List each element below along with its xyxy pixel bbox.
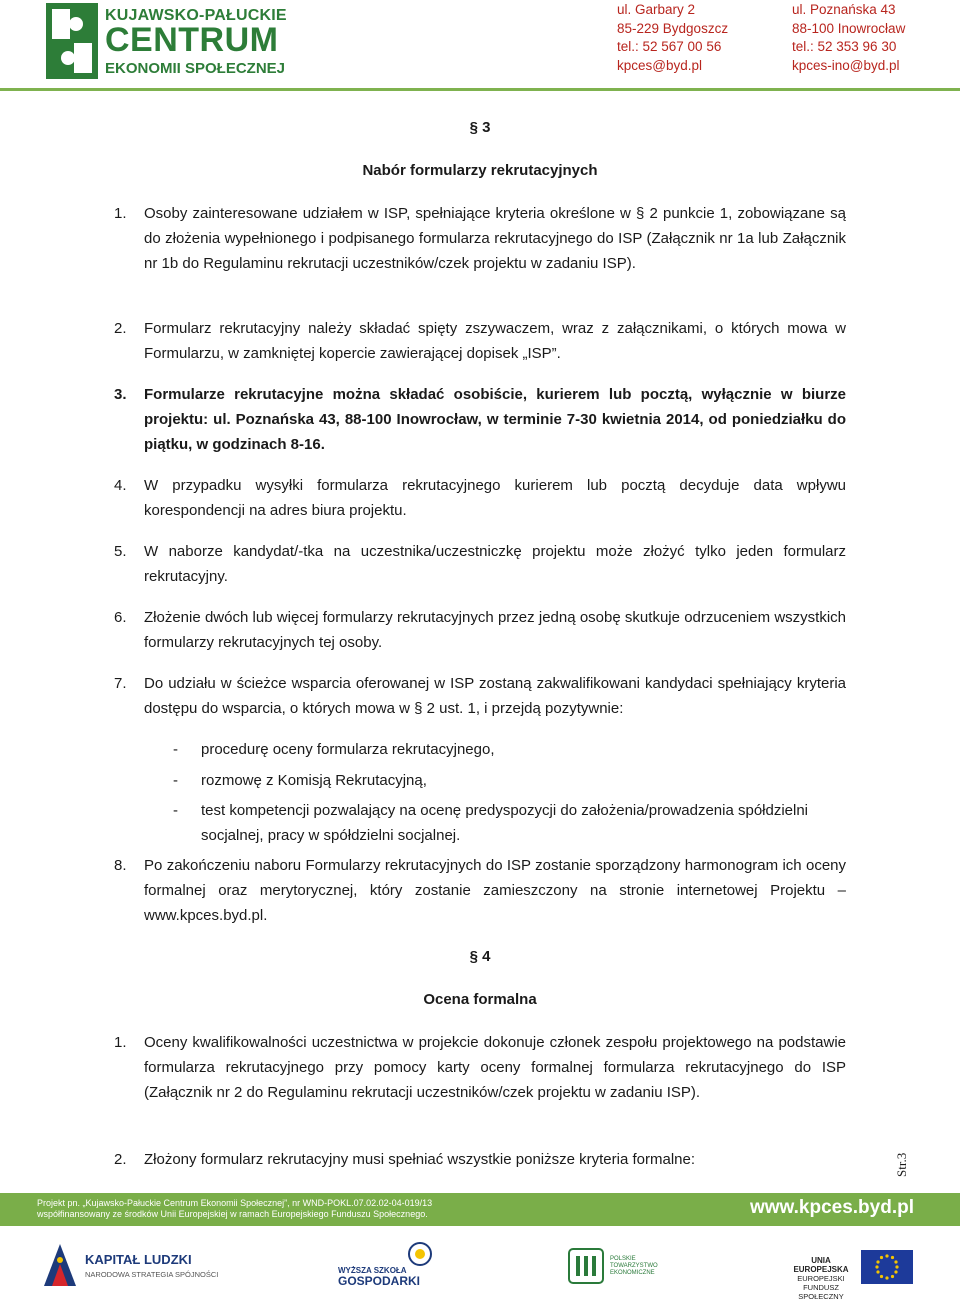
- logo-line-1: KUJAWSKO-PAŁUCKIE: [105, 7, 287, 24]
- item-number: 8.: [114, 857, 127, 874]
- footer-logos: [0, 1230, 960, 1301]
- section-4-title: Ocena formalna: [423, 991, 537, 1008]
- item-number: 6.: [114, 609, 127, 626]
- office-2-street: ul. Poznańska 43: [792, 2, 896, 17]
- website-link[interactable]: www.kpces.byd.pl: [749, 1197, 914, 1218]
- office-1-city: 85-229 Bydgoszcz: [617, 20, 729, 36]
- section-3-heading: § 3: [469, 119, 491, 136]
- pte-icon: [568, 1248, 604, 1284]
- project-line-1: Projekt pn. „Kujawsko-Pałuckie Centrum Ekonomii Społecznej”, nr WND-POKL.07.02.02-04-019/13: [37, 1198, 433, 1208]
- office-1-phone: tel.: 52 567 00 56: [617, 39, 722, 54]
- office-1-street: ul. Garbary 2: [617, 2, 696, 17]
- pte-line-2: TOWARZYSTWO: [610, 1263, 658, 1269]
- office-2-phone: tel.: 52 353 96 30: [792, 39, 897, 54]
- eu-sub-2: FUNDUSZ SPOŁECZNY: [798, 1283, 844, 1301]
- item-number: 5.: [114, 543, 127, 560]
- item-text: Oceny kwalifikowalności uczestnictwa w projekcie dokonuje członek zespołu projektowego na podstawie formularza rekrutacyjnego przy pomocy karty oceny formalnej formularza rekrutacyjnego do ISP (Załącznik nr 2 do Regulaminu rekrutacji uczestników/czek projektu w zadaniu ISP).: [144, 1034, 846, 1101]
- footer-band: [0, 1193, 960, 1226]
- pte-logo: [568, 1248, 668, 1288]
- item-number: 1.: [114, 1034, 127, 1051]
- item-number: 7.: [114, 675, 127, 692]
- dash-marker: -: [173, 772, 178, 789]
- section-3-title: Nabór formularzy rekrutacyjnych: [362, 162, 598, 179]
- item-text: Złożony formularz rekrutacyjny musi spełniać wszystkie poniższe kryteria formalne:: [144, 1151, 696, 1168]
- eu-logo: [785, 1250, 915, 1301]
- kapital-ludzki-icon: [40, 1240, 80, 1290]
- item-number: 1.: [114, 205, 127, 222]
- subitem-text: procedurę oceny formularza rekrutacyjnego,: [201, 741, 495, 758]
- kapital-ludzki-title: KAPITAŁ LUDZKI: [85, 1252, 192, 1267]
- office-1-email[interactable]: kpces@byd.pl: [617, 57, 702, 73]
- office-2-city: 88-100 Inowrocław: [792, 20, 906, 36]
- page-number: Str.3: [894, 1152, 909, 1177]
- project-info: [37, 1198, 432, 1220]
- office-2-email[interactable]: kpces-ino@byd.pl: [792, 57, 900, 73]
- wsg-bottom-text: GOSPODARKI: [338, 1274, 421, 1288]
- subitem-text: test kompetencji pozwalający na ocenę predyspozycji do założenia/prowadzenia spółdzielni socjalnej, pracy w spółdzielni socjalnej.: [201, 802, 809, 844]
- subitem-text: rozmowę z Komisją Rekrutacyjną,: [201, 772, 427, 789]
- dash-marker: -: [173, 802, 178, 819]
- item-text: Formularz rekrutacyjny należy składać spięty zszywaczem, wraz z załącznikami, o których mowa w Formularzu, w zamkniętej kopercie zawierającej dopisek „ISP”.: [144, 320, 846, 362]
- item-text: W naborze kandydat/-tka na uczestnika/uczestniczkę projektu może złożyć tylko jeden formularz rekrutacyjny.: [144, 543, 846, 585]
- item-text: Złożenie dwóch lub więcej formularzy rekrutacyjnych przez jedną osobę skutkuje odrzuceniem wszystkich formularzy rekrutacyjnych tej osoby.: [144, 609, 846, 651]
- item-text: Osoby zainteresowane udziałem w ISP, spełniające kryteria określone w § 2 punkcie 1, zobowiązane są do złożenia wypełnionego i podpisanego formularza rekrutacyjnego do ISP (Załącznik nr 1a lub Załącznik nr 1b do Regulaminu rekrutacji uczestników/czek projektu w zadaniu ISP).: [144, 205, 846, 272]
- pte-line-1: POLSKIE: [610, 1256, 636, 1262]
- logo-line-2: CENTRUM: [105, 21, 279, 59]
- kapital-ludzki-subtitle: NARODOWA STRATEGIA SPÓJNOŚCI: [85, 1270, 219, 1279]
- pte-line-3: EKONOMICZNE: [610, 1270, 655, 1276]
- item-text: Do udziału w ścieżce wsparcia oferowanej w ISP zostaną zakwalifikowani kandydaci spełniający kryteria dostępu do wsparcia, o których mowa w § 2 ust. 1, i przejdą pozytywnie:: [144, 675, 846, 717]
- eu-title: UNIA EUROPEJSKA: [793, 1256, 849, 1274]
- kapital-ludzki-logo: [40, 1240, 219, 1290]
- item-number: 4.: [114, 477, 127, 494]
- item-text: Formularze rekrutacyjne można składać osobiście, kurierem lub pocztą, wyłącznie w biurze projektu: ul. Poznańska 43, 88-100 Inowrocław, w terminie 7-30 kwietnia 2014, od poniedziałku do piątku, w godzinach 8-16.: [144, 386, 846, 453]
- wsg-logo: [338, 1242, 443, 1286]
- eu-sub-1: EUROPEJSKI: [797, 1274, 845, 1283]
- eu-flag-icon: [861, 1250, 913, 1284]
- item-number: 2.: [114, 1151, 127, 1168]
- item-number: 2.: [114, 320, 127, 337]
- dash-marker: -: [173, 741, 178, 758]
- eu-text: [785, 1256, 857, 1301]
- wsg-icon: [400, 1242, 440, 1266]
- project-line-2: współfinansowany ze środków Unii Europejskiej w ramach Europejskiego Funduszu Społecznego.: [37, 1209, 428, 1219]
- item-text: Po zakończeniu naboru Formularzy rekrutacyjnych do ISP zostanie sporządzony harmonogram ich oceny formalnej oraz merytorycznej, który zostanie zamieszczony na stronie internetowej Projektu – www.kpces.byd.pl.: [144, 857, 846, 924]
- item-text: W przypadku wysyłki formularza rekrutacyjnego kurierem lub pocztą decyduje data wpływu korespondencji na adres biura projektu.: [144, 477, 846, 519]
- pte-text: [610, 1256, 658, 1277]
- wsg-top-text: WYŻSZA SZKOŁA: [338, 1266, 407, 1275]
- item-number: 3.: [114, 386, 127, 403]
- section-4-heading: § 4: [469, 948, 491, 965]
- logo-line-3: EKONOMII SPOŁECZNEJ: [105, 60, 286, 77]
